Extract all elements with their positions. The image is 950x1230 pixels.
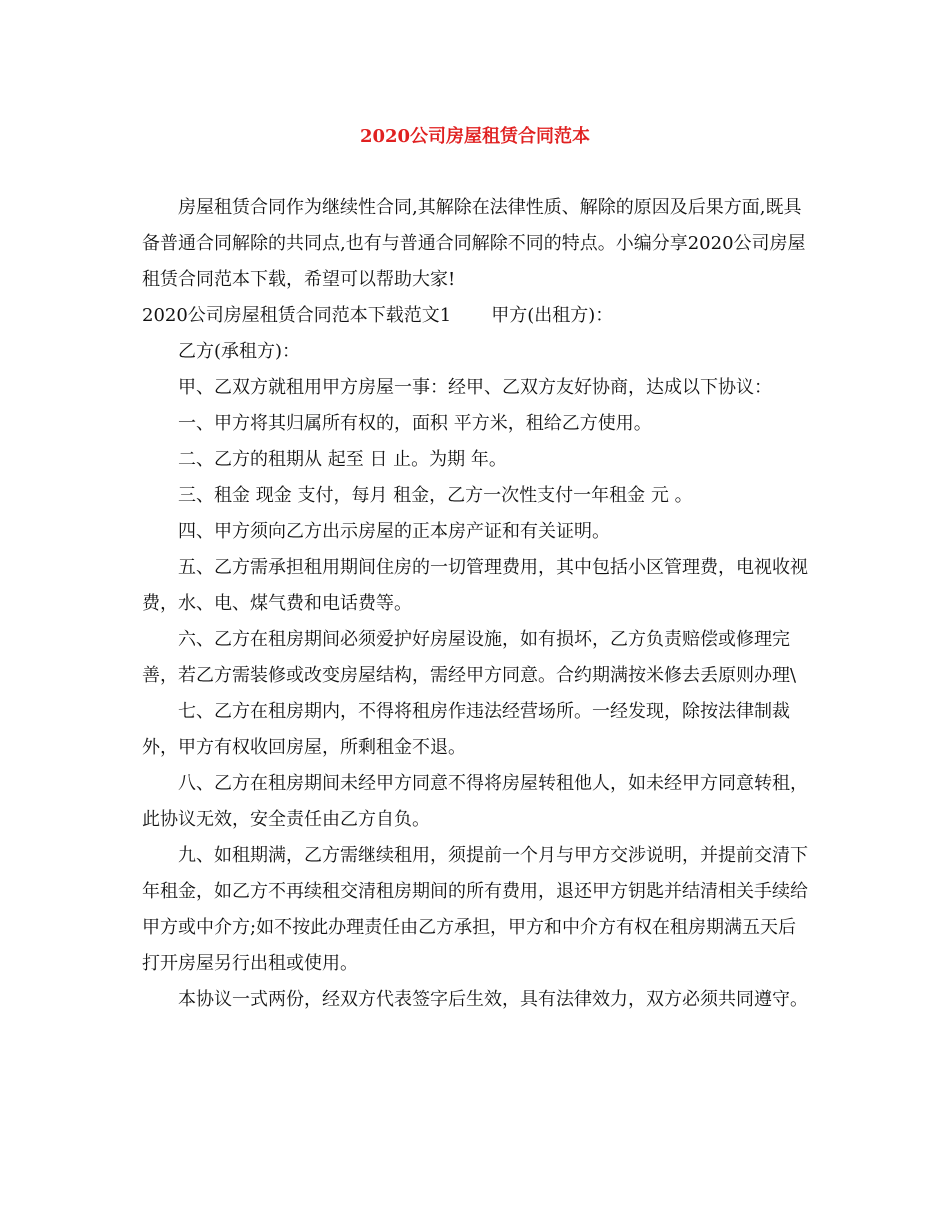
clause-4: 四、甲方须向乙方出示房屋的正本房产证和有关证明。 (178, 521, 610, 542)
clause-5: 五、乙方需承担租用期间住房的一切管理费用，其中包括小区管理费，电视收视费，水、电、煤气费和电话费等。 (142, 557, 808, 614)
clause-9: 九、如租期满，乙方需继续租用，须提前一个月与甲方交涉说明，并提前交清下年租金，如乙方不再续租交清租房期间的所有费用，退还甲方钥匙并结清相关手续给甲方或中介方;如不按此办理责任由乙方承担，甲方和中介方有权在租房期满五天后打开房屋另行出租或使用。 (142, 845, 808, 974)
sample-heading-line (142, 298, 812, 334)
clause-8: 八、乙方在租房期间未经甲方同意不得将房屋转租他人，如未经甲方同意转租，此协议无效，安全责任由乙方自负。 (142, 773, 808, 830)
clause-1: 一、甲方将其归属所有权的，面积 平方米，租给乙方使用。 (178, 413, 652, 434)
sample-heading: 2020公司房屋租赁合同范本下载范文1 (142, 305, 452, 326)
clause-7: 七、乙方在租房期内，不得将租房作违法经营场所。一经发现，除按法律制裁外，甲方有权收回房屋，所剩租金不退。 (142, 701, 790, 758)
clause-6: 六、乙方在租房期间必须爱护好房屋设施，如有损坏，乙方负责赔偿或修理完善，若乙方需装修或改变房屋结构，需经甲方同意。合约期满按米修去丢原则办理\ (142, 629, 797, 686)
document-body (142, 190, 812, 1018)
preamble-paragraph: 甲、乙双方就租用甲方房屋一事：经甲、乙双方友好协商，达成以下协议： (178, 377, 772, 398)
party-b-label: 乙方(承租方)： (178, 341, 301, 362)
intro-paragraph: 房屋租赁合同作为继续性合同,其解除在法律性质、解除的原因及后果方面,既具备普通合同解除的共同点,也有与普通合同解除不同的特点。小编分享2020公司房屋租赁合同范本下载，希望可以帮助大家! (142, 197, 806, 290)
document-title: 2020公司房屋租赁合同范本 (359, 126, 591, 147)
clause-2: 二、乙方的租期从 起至 日 止。为期 年。 (178, 449, 507, 470)
party-a-label: 甲方(出租方)： (491, 305, 614, 326)
closing-paragraph: 本协议一式两份，经双方代表签字后生效，具有法律效力，双方必须共同遵守。 (178, 989, 808, 1010)
clause-3: 三、租金 现金 支付，每月 租金，乙方一次性支付一年租金 元 。 (178, 485, 693, 506)
